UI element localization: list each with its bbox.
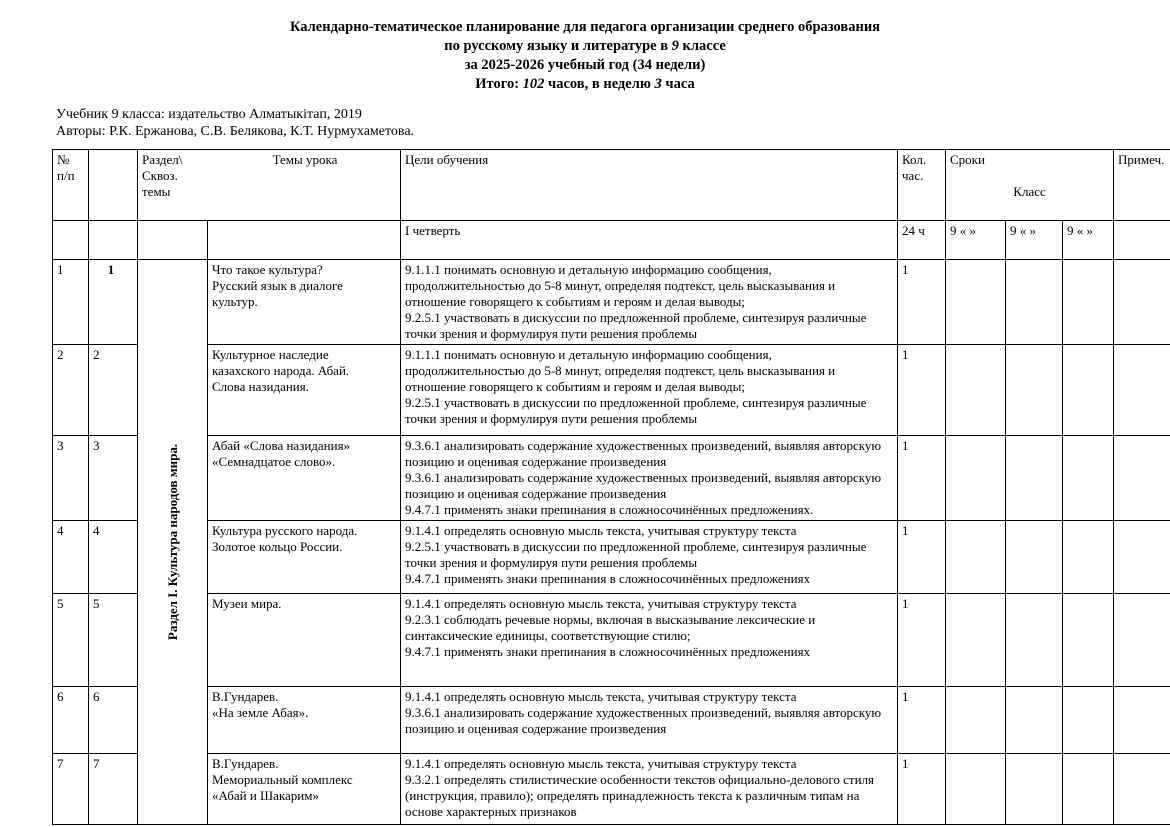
theme-line-2: казахского народа. Абай.	[212, 363, 350, 378]
row-note	[1114, 594, 1170, 687]
table-body	[53, 221, 1170, 825]
header-number-line2: п/п	[57, 168, 75, 183]
goal-item: 9.2.5.1 участвовать в дискуссии по предложенной проблеме, синтезируя различные точки зрения и формулируя пути решения проблемы	[405, 539, 867, 570]
row-class-3	[1063, 687, 1114, 754]
goal-item: 9.1.4.1 определять основную мысль текста, учитывая структуру текста	[405, 756, 797, 771]
quarter-note-cell	[1114, 221, 1170, 260]
header-dates-label: Сроки	[950, 152, 985, 167]
row-subnumber: 3	[89, 436, 138, 521]
header-cell-number	[53, 150, 89, 221]
row-subnumber: 1	[89, 260, 138, 345]
planning-table-wrapper	[0, 149, 1170, 825]
table-row	[53, 345, 1170, 436]
goal-item: 9.4.7.1 применять знаки препинания в сложносочинённых предложениях	[405, 571, 811, 586]
quarter-class-cell-3: 9 « »	[1063, 221, 1114, 260]
document-title-block	[0, 0, 1170, 94]
row-goals	[401, 436, 898, 521]
row-goals	[401, 521, 898, 594]
row-note	[1114, 687, 1170, 754]
row-class-2	[1006, 594, 1063, 687]
section-vertical-label: Раздел I. Культура народов мира.	[164, 443, 180, 641]
goal-item: 9.1.4.1 определять основную мысль текста, учитывая структуру текста	[405, 596, 797, 611]
title-weekly-hours: 3	[654, 76, 662, 92]
header-cell-note	[1114, 150, 1170, 221]
theme-line-1: В.Гундарев.	[212, 756, 279, 771]
table-row	[53, 687, 1170, 754]
goal-item: 9.3.6.1 анализировать содержание художественных произведений, выявляя авторскую позицию и оценивая содержание произведения	[405, 438, 882, 469]
theme-line-1: Что такое культура?	[212, 262, 323, 277]
table-row	[53, 521, 1170, 594]
row-number: 6	[53, 687, 89, 754]
quarter-row	[53, 221, 1170, 260]
quarter-theme-cell	[208, 221, 401, 260]
goal-item: 9.1.4.1 определять основную мысль текста, учитывая структуру текста	[405, 689, 797, 704]
row-number: 2	[53, 345, 89, 436]
header-cell-goals	[401, 150, 898, 221]
row-note	[1114, 345, 1170, 436]
header-cell-subnumber	[89, 150, 138, 221]
row-note	[1114, 436, 1170, 521]
row-number: 5	[53, 594, 89, 687]
header-number-line1: №	[57, 152, 70, 167]
row-class-3	[1063, 754, 1114, 825]
header-section-line2: Сквоз.	[142, 168, 178, 183]
theme-line-1: Культурное наследие	[212, 347, 329, 362]
goal-item: 9.1.1.1 понимать основную и детальную информацию сообщения, продолжительностью до 5-8 минут, определяя подтекст, цель высказывания и отношение говорящего к событиям и героям и делая выводы;	[405, 262, 836, 309]
theme-line-1: Культура русского народа.	[212, 523, 358, 538]
theme-line-2: «На земле Абая».	[212, 705, 309, 720]
header-cell-hours	[898, 150, 946, 221]
title-line-4-end: часа	[661, 76, 695, 92]
goal-item: 9.1.4.1 определять основную мысль текста, учитывая структуру текста	[405, 523, 797, 538]
planning-table	[52, 149, 1170, 825]
row-subnumber: 7	[89, 754, 138, 825]
row-class-1	[946, 260, 1006, 345]
row-goals	[401, 754, 898, 825]
goal-item: 9.4.7.1 применять знаки препинания в сложносочинённых предложениях	[405, 644, 811, 659]
row-subnumber: 5	[89, 594, 138, 687]
theme-line-2: Золотое кольцо России.	[212, 539, 343, 554]
row-class-2	[1006, 521, 1063, 594]
row-hours: 1	[898, 594, 946, 687]
goal-item: 9.3.6.1 анализировать содержание художественных произведений, выявляя авторскую позицию и оценивая содержание произведения	[405, 470, 882, 501]
row-class-1	[946, 521, 1006, 594]
header-goals-label: Цели обучения	[405, 152, 489, 167]
row-goals	[401, 687, 898, 754]
header-class-label: Класс	[1013, 184, 1046, 199]
row-hours: 1	[898, 345, 946, 436]
theme-line-2: «Семнадцатое слово».	[212, 454, 336, 469]
quarter-section-cell	[138, 221, 208, 260]
quarter-title-cell: I четверть	[401, 221, 898, 260]
goal-item: 9.4.7.1 применять знаки препинания в сложносочинённых предложениях.	[405, 502, 814, 517]
table-row	[53, 436, 1170, 521]
row-class-3	[1063, 345, 1114, 436]
row-class-2	[1006, 260, 1063, 345]
row-theme	[208, 345, 401, 436]
title-line-3: за 2025-2026 учебный год (34 недели)	[464, 57, 706, 73]
row-class-1	[946, 594, 1006, 687]
title-line-2-post: классе	[678, 38, 726, 54]
row-subnumber: 4	[89, 521, 138, 594]
header-cell-section	[138, 150, 401, 221]
quarter-sub-cell	[89, 221, 138, 260]
row-class-2	[1006, 345, 1063, 436]
row-note	[1114, 260, 1170, 345]
row-class-1	[946, 436, 1006, 521]
theme-line-1: Музеи мира.	[212, 596, 282, 611]
row-class-1	[946, 345, 1006, 436]
title-line-2-pre: по русскому языку и литературе в	[444, 38, 672, 54]
table-row	[53, 754, 1170, 825]
row-class-3	[1063, 521, 1114, 594]
section-cell	[138, 260, 208, 825]
title-total-hours: 102	[522, 76, 545, 92]
row-subnumber: 6	[89, 687, 138, 754]
row-hours: 1	[898, 687, 946, 754]
goal-item: 9.2.3.1 соблюдать речевые нормы, включая в высказывание лексические и синтаксические единицы, соответствующие стилю;	[405, 612, 816, 643]
row-theme	[208, 436, 401, 521]
row-note	[1114, 521, 1170, 594]
row-class-3	[1063, 594, 1114, 687]
theme-line-3: культур.	[212, 294, 258, 309]
row-class-1	[946, 754, 1006, 825]
goal-item: 9.3.6.1 анализировать содержание художественных произведений, выявляя авторскую позицию и оценивая содержание произведения	[405, 705, 882, 736]
header-cell-dates	[946, 150, 1114, 221]
row-class-2	[1006, 687, 1063, 754]
theme-line-2: Мемориальный комплекс	[212, 772, 353, 787]
theme-line-2: Русский язык в диалоге	[212, 278, 343, 293]
header-section-line1: Раздел\	[142, 152, 183, 167]
row-theme	[208, 260, 401, 345]
row-theme	[208, 521, 401, 594]
header-section-line3: темы	[142, 184, 171, 199]
row-hours: 1	[898, 436, 946, 521]
row-goals	[401, 345, 898, 436]
title-line-1: Календарно-тематическое планирование для педагога организации среднего образования	[289, 19, 881, 35]
quarter-num-cell	[53, 221, 89, 260]
header-theme-label: Темы урока	[272, 152, 338, 167]
authors-line: Авторы: Р.К. Ержанова, С.В. Белякова, К.Т. Нурмухаметова.	[56, 124, 415, 139]
row-subnumber: 2	[89, 345, 138, 436]
row-goals	[401, 260, 898, 345]
document-meta-block	[0, 106, 1170, 140]
table-row	[53, 260, 1170, 345]
row-note	[1114, 754, 1170, 825]
theme-line-3: «Абай и Шакарим»	[212, 788, 319, 803]
row-hours: 1	[898, 260, 946, 345]
title-total-label: Итого:	[475, 76, 523, 92]
row-theme	[208, 687, 401, 754]
row-number: 7	[53, 754, 89, 825]
title-line-4	[0, 75, 1170, 94]
table-head	[53, 150, 1170, 221]
quarter-class-cell-1: 9 « »	[946, 221, 1006, 260]
title-line-2	[0, 37, 1170, 56]
row-hours: 1	[898, 754, 946, 825]
goal-item: 9.3.2.1 определять стилистические особенности текстов официально-делового стиля (инструкция, правило); определять принадлежность текста к различным типам на основе характерных признаков	[405, 772, 874, 819]
goal-item: 9.2.5.1 участвовать в дискуссии по предложенной проблеме, синтезируя различные точки зрения и формулируя пути решения проблемы	[405, 310, 867, 341]
quarter-hours-cell: 24 ч	[898, 221, 946, 260]
row-class-3	[1063, 260, 1114, 345]
row-theme	[208, 594, 401, 687]
textbook-line: Учебник 9 класса: издательство Алматыкітап, 2019	[56, 107, 362, 122]
row-class-1	[946, 687, 1006, 754]
row-class-2	[1006, 754, 1063, 825]
table-row	[53, 594, 1170, 687]
header-hours-line1: Кол.	[902, 152, 927, 167]
row-number: 3	[53, 436, 89, 521]
theme-line-1: Абай «Слова назидания»	[212, 438, 351, 453]
quarter-class-cell-2: 9 « »	[1006, 221, 1063, 260]
title-grade-number: 9	[671, 38, 679, 54]
theme-line-1: В.Гундарев.	[212, 689, 279, 704]
row-theme	[208, 754, 401, 825]
row-number: 4	[53, 521, 89, 594]
title-line-4-mid: часов, в неделю	[544, 76, 655, 92]
row-number: 1	[53, 260, 89, 345]
goal-item: 9.2.5.1 участвовать в дискуссии по предложенной проблеме, синтезируя различные точки зрения и формулируя пути решения проблемы	[405, 395, 867, 426]
header-note-label: Примеч.	[1118, 152, 1165, 167]
theme-line-3: Слова назидания.	[212, 379, 309, 394]
header-row	[53, 150, 1170, 221]
goal-item: 9.1.1.1 понимать основную и детальную информацию сообщения, продолжительностью до 5-8 минут, определяя подтекст, цель высказывания и отношение говорящего к событиям и героям и делая выводы;	[405, 347, 836, 394]
row-class-3	[1063, 436, 1114, 521]
row-goals	[401, 594, 898, 687]
header-hours-line2: час.	[902, 168, 924, 183]
row-class-2	[1006, 436, 1063, 521]
row-hours: 1	[898, 521, 946, 594]
